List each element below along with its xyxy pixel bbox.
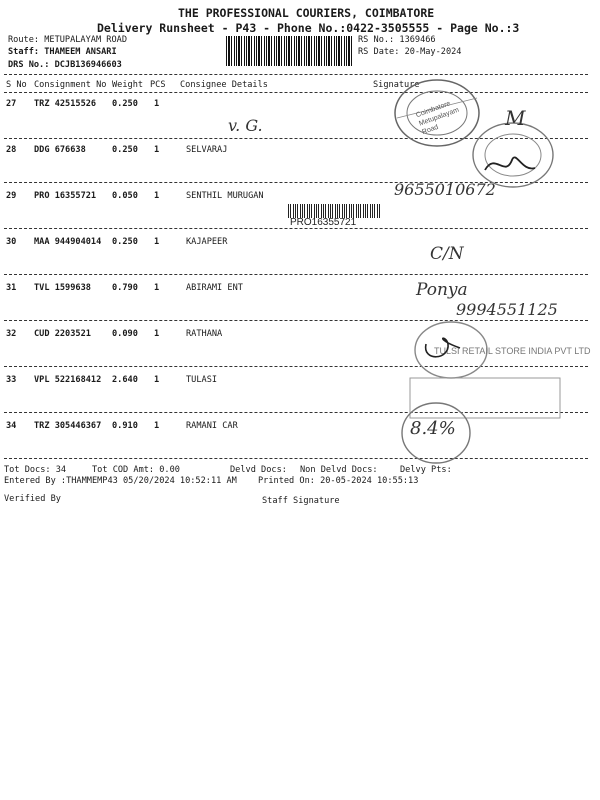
col-weight: Weight [112,80,144,90]
signature-row32 [420,332,470,362]
row-consignment: TRZ 305446367 [34,421,102,431]
sticker-barcode [288,204,380,218]
staff-line: Staff: THAMEEM ANSARI [8,47,117,57]
row-sno: 32 [6,329,17,339]
stamp-middle-text: TULSI RETAIL STORE INDIA PVT LTD [434,346,591,356]
signature-row27: v. G. [228,116,263,135]
row-consignee: SELVARAJ [186,145,228,155]
verified-by: Verified By [4,494,61,504]
row-weight: 0.790 [112,283,138,293]
row-pcs: 1 [154,99,160,109]
non-delvd-docs: Non Delvd Docs: [300,465,378,475]
row-sno: 31 [6,283,17,293]
signature-row31-number: 9994551125 [456,300,558,319]
row-pcs: 1 [154,329,160,339]
row-consignment: TVL 1599638 [34,283,91,293]
tot-docs: Tot Docs: 34 [4,465,67,475]
row-sno: 27 [6,99,17,109]
row-sno: 33 [6,375,17,385]
runsheet-subtitle: Delivery Runsheet - P43 - Phone No.:0422-3505555 - Page No.:3 [97,21,520,35]
row-consignment: VPL 522168412 [34,375,102,385]
row-weight: 0.910 [112,421,138,431]
row-consignment: CUD 2203521 [34,329,91,339]
company-title: THE PROFESSIONAL COURIERS, COIMBATORE [178,6,435,20]
printed-on: Printed On: 20-05-2024 10:55:13 [258,476,419,486]
rs-date: RS Date: 20-May-2024 [358,47,462,57]
row-weight: 0.250 [112,145,138,155]
tot-cod: Tot COD Amt: 0.00 [92,465,180,475]
row-consignee: RAMANI CAR [186,421,238,431]
row-weight: 0.090 [112,329,138,339]
row-consignment: MAA 944904014 [34,237,102,247]
row-sno: 34 [6,421,17,431]
row-pcs: 1 [154,237,160,247]
signature-row30: C/N [430,244,464,264]
rs-number: RS No.: 1369466 [358,35,436,45]
signature-row28 [480,150,540,180]
col-consignee: Consignee Details [180,80,268,90]
row-consignee: TULASI [186,375,218,385]
row-pcs: 1 [154,191,160,201]
entered-by: Entered By :THAMMEMP43 05/20/2024 10:52:11 AM [4,476,237,486]
row-weight: 2.640 [112,375,138,385]
col-signature: Signature [373,80,420,90]
delvy-pts: Delvy Pts: [400,465,452,475]
row-sno: 28 [6,145,17,155]
row-weight: 0.050 [112,191,138,201]
staff-signature: Staff Signature [262,496,340,506]
col-consignment: Consignment No [34,80,107,90]
row-pcs: 1 [154,375,160,385]
row-sno: 29 [6,191,17,201]
row-pcs: 1 [154,283,160,293]
row-consignee: ABIRAMI ENT [186,283,243,293]
sticker-barcode-label: PRO16355721 [290,217,357,228]
row-weight: 0.250 [112,237,138,247]
row-consignment: PRO 16355721 [34,191,97,201]
row-pcs: 1 [154,145,160,155]
row-consignee: KAJAPEER [186,237,228,247]
signature-row31-name: Ponya [416,280,468,300]
col-pcs: PCS [150,80,166,90]
row-consignee: RATHANA [186,329,223,339]
row-consignment: TRZ 42515526 [34,99,97,109]
signature-row34: 8.4% [410,418,456,439]
col-sno: S No [6,80,27,90]
stamp-top-text: Coimbatore Metupalayam Road [415,100,461,137]
row-sno: 30 [6,237,17,247]
row-consignment: DDG 676638 [34,145,86,155]
signature-row28-mark: M [505,106,526,130]
row-weight: 0.250 [112,99,138,109]
header-barcode [226,36,352,66]
signature-row29-scrawl: 9655010672 [394,180,496,199]
route-line: Route: METUPALAYAM ROAD [8,35,127,45]
row-pcs: 1 [154,421,160,431]
delvd-docs: Delvd Docs: [230,465,287,475]
drs-line: DRS No.: DCJB136946603 [8,60,122,70]
row-consignee: SENTHIL MURUGAN [186,191,264,201]
